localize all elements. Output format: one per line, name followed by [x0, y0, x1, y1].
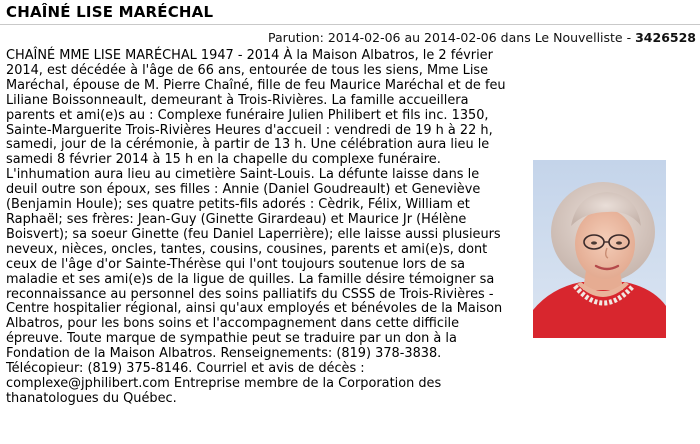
publication-newspaper: Le Nouvelliste: [534, 30, 623, 45]
body-line: thanatologues du Québec.: [6, 390, 177, 406]
body-line: Télécopieur: (819) 375-8146. Courriel et avis de décès :: [6, 361, 365, 377]
body-line: (Benjamin Houle); ses quatre petits-fils adorés : Cèdrik, Félix, William et: [6, 197, 470, 213]
body-line: parents et ami(e)s au : Complexe funéraire Julien Philibert et fils inc. 1350,: [6, 107, 489, 123]
body-line: Boisvert); sa soeur Ginette (feu Daniel Laperrière); elle laisse aussi plusieurs: [6, 226, 501, 242]
publication-separator: -: [622, 30, 636, 45]
body-line: Sainte-Marguerite Trois-Rivières Heures d'accueil : vendredi de 19 h à 22 h,: [6, 122, 493, 138]
obituary-body: [6, 49, 518, 407]
publication-start-date: 2014-02-06: [327, 30, 401, 45]
body-line: neveux, nièces, oncles, tantes, cousins, cousines, parents et ami(e)s, dont: [6, 241, 488, 257]
publication-prefix: Parution:: [268, 30, 328, 45]
publication-dans: dans: [496, 30, 535, 45]
portrait-photo-icon: [533, 160, 666, 338]
body-line: Liliane Boissonneault, demeurant à Trois-Rivières. La famille accueillera: [6, 92, 469, 108]
title-divider: [0, 24, 700, 25]
body-line: deuil outre son époux, ses filles : Annie (Daniel Goudreault) et Geneviève: [6, 182, 481, 198]
body-line: 2014, est décédée à l'âge de 66 ans, entourée de tous les siens, Mme Lise: [6, 62, 489, 78]
body-line: complexe@jphilibert.com Entreprise membre de la Corporation des: [6, 375, 442, 391]
body-line: ceux de l'âge d'or Sainte-Thérèse qui l'ont toujours soutenue lors de sa: [6, 256, 466, 272]
publication-line: [268, 30, 696, 45]
portrait-photo: [533, 160, 666, 338]
body-line: Raphaël; ses frères: Jean-Guy (Ginette Girardeau) et Maurice Jr (Hélène: [6, 211, 467, 227]
body-line: samedi 8 février 2014 à 15 h en la chapelle du complexe funéraire.: [6, 152, 441, 168]
body-line: épreuve. Toute marque de sympathie peut se traduire par un don à la: [6, 331, 457, 347]
publication-end-date: 2014-02-06: [424, 30, 497, 45]
body-line: maladie et ses ami(e)s de la ligue de quilles. La famille désire témoigner sa: [6, 271, 495, 287]
body-line: reconnaissance au personnel des soins palliatifs du CSSS de Trois-Rivières -: [6, 286, 494, 302]
body-line: samedi, jour de la cérémonie, à partir de 13 h. Une célébration aura lieu le: [6, 137, 490, 153]
obituary-title: CHAÎNÉ LISE MARÉCHAL: [6, 3, 214, 21]
body-line: Maréchal, épouse de M. Pierre Chaîné, fille de feu Maurice Maréchal et de feu: [6, 77, 506, 93]
body-line: Centre hospitalier régional, ainsi qu'aux employés et bénévoles de la Maison: [6, 301, 503, 317]
body-line: L'inhumation aura lieu au cimetière Saint-Louis. La défunte laisse dans le: [6, 167, 480, 183]
body-line: Albatros, pour les bons soins et l'accompagnement dans cette difficile: [6, 316, 460, 332]
body-line: CHAÎNÉ MME LISE MARÉCHAL 1947 - 2014 À la Maison Albatros, le 2 février: [6, 48, 493, 63]
body-line: Fondation de la Maison Albatros. Renseignements: (819) 378-3838.: [6, 346, 442, 362]
notice-id: 3426528: [635, 30, 696, 45]
publication-between: au: [400, 30, 425, 45]
